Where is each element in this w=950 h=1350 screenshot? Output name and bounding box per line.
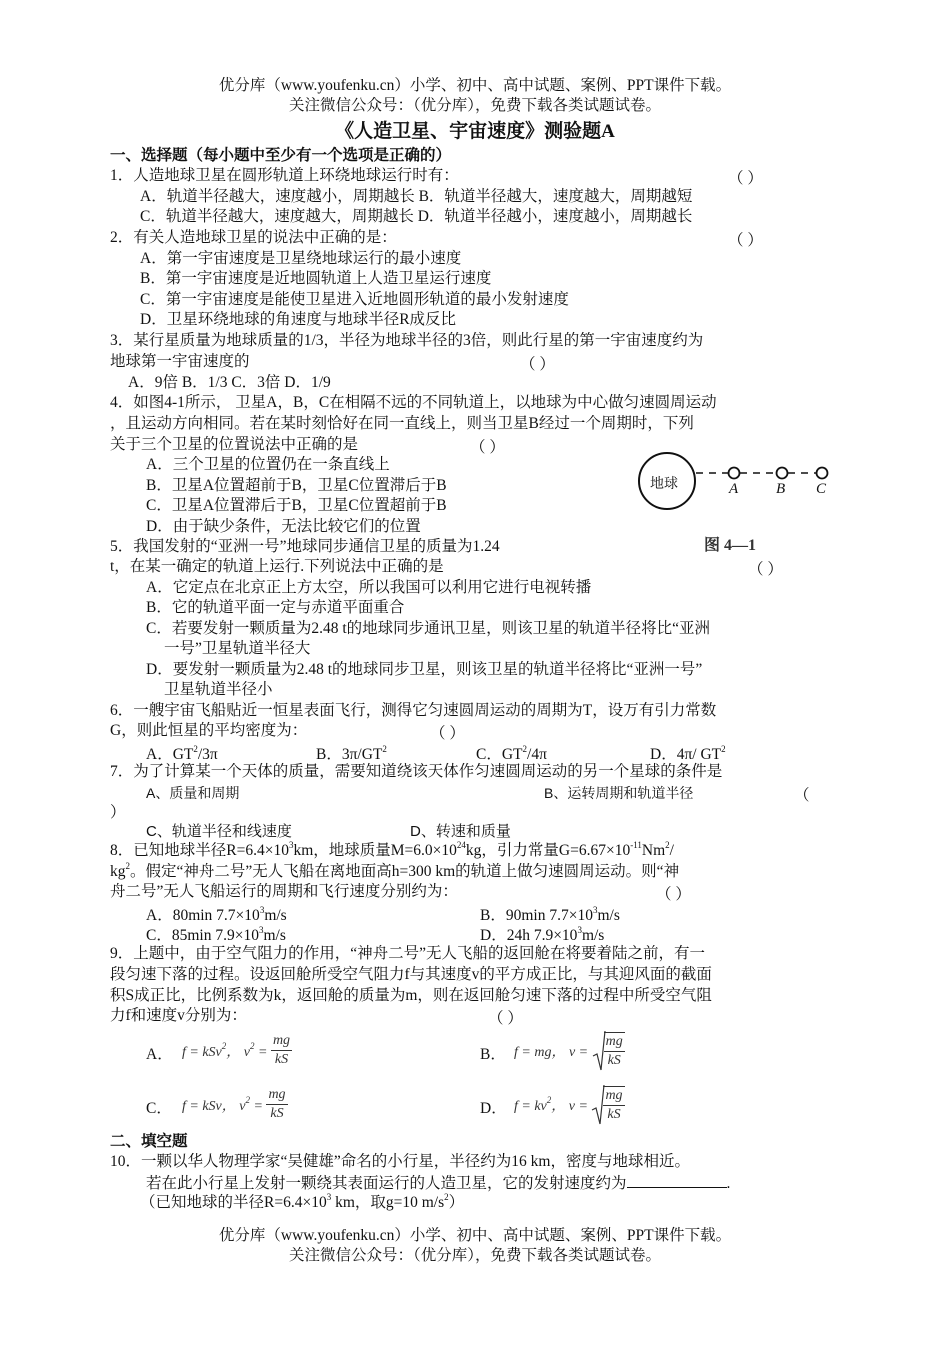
section-fill-heading: 二、填空题 — [110, 1133, 188, 1150]
q5-line-1: 5．我国发射的“亚洲一号”地球同步通信卫星的质量为1.24 — [110, 538, 500, 555]
q7-paren-close: ） — [110, 804, 126, 821]
q10-answer-blank[interactable] — [627, 1173, 727, 1188]
q4-line-3: 关于三个卫星的位置说法中正确的是 — [110, 436, 359, 453]
satellite-c-label: C — [816, 481, 827, 497]
q3-options: A．9倍 B．1/3 C．3倍 D．1/9 — [128, 374, 331, 391]
q1-options-cd: C．轨道半径越大，速度越大，周期越长 D．轨道半径越小，速度越小，周期越长 — [140, 208, 693, 225]
q9-line-3: 积S成正比，比例系数为k，返回舱的质量为m，则在返回舱匀速下落的过程中所受空气阻 — [110, 987, 712, 1004]
footer-line-1: 优分库（www.youfenku.cn）小学、初中、高中试题、案例、PPT课件下载。 — [218, 1227, 732, 1244]
q2-option-d: D．卫星环绕地球的角速度与地球半径R成反比 — [140, 311, 457, 328]
header-line-1: 优分库（www.youfenku.cn）小学、初中、高中试题、案例、PPT课件下载。 — [218, 77, 732, 94]
q2-option-c: C．第一宇宙速度是能使卫星进入近地圆形轨道的最小发射速度 — [140, 291, 569, 308]
q5-option-c-line-1: C．若要发射一颗质量为2.48 t的地球同步通讯卫星，则该卫星的轨道半径将比“亚洲 — [146, 620, 711, 637]
q9-option-a-label: A． — [146, 1046, 173, 1063]
q8-option-d: D．24h $7.9\times 10^3m/s$ — [480, 925, 605, 944]
q7-paren-open: （ — [794, 787, 810, 804]
q9-line-2: 段匀速下落的过程。设返回舱所受空气阻力f与其速度v的平方成正比，与其迎风面的截面 — [110, 966, 712, 983]
q2-answer-paren: （ ） — [728, 232, 763, 249]
q9-option-a-formula: f = kSv$^2$， $v^2$ = $\frac{mg}{kS}$ — [182, 1033, 291, 1067]
q5-line-2: t，在某一确定的轨道上运行.下列说法中正确的是 — [110, 558, 444, 575]
q9-option-d-label: D． — [480, 1100, 507, 1117]
q4-option-b: B．卫星A位置超前于B，卫星C位置滞后于B — [146, 477, 447, 494]
q6-option-c: C．$GT^2/4\pi$ — [476, 744, 547, 763]
q5-option-d-line-2: 卫星轨道半径小 — [164, 681, 273, 698]
q4-answer-paren: （ ） — [470, 439, 505, 456]
q9-answer-paren: （ ） — [488, 1010, 523, 1027]
q7-option-c: C、轨道半径和线速度 — [146, 823, 292, 840]
page-title: 《人造卫星、宇宙速度》测验题A — [335, 121, 615, 142]
q4-line-1: 4．如图4-1所示， 卫星A，B，C在相隔不远的不同轨道上，以地球为中心做匀速圆周运动 — [110, 394, 717, 411]
q9-line-1: 9．上题中，由于空气阻力的作用，“神舟二号”无人飞船的返回舱在将要着陆之前，有一 — [110, 945, 706, 962]
q9-option-b-formula: f = mg， v = $\frac{mg}{kS}$ — [514, 1030, 625, 1072]
q5-option-d-line-1: D．要发射一颗质量为2.48 t的地球同步卫星，则该卫星的轨道半径将比“亚洲一号” — [146, 661, 703, 678]
q8-line-1: 8．已知地球半径$R=6.4\times 10^3km$，地球质量$M=6.0\times 10^{24}kg$，引力常量$G=6.67\times 10^{-11}Nm^2/$ — [110, 840, 674, 859]
satellite-a-label: A — [729, 481, 739, 497]
earth-label: 地球 — [650, 477, 678, 492]
q3-answer-paren: （ ） — [520, 356, 555, 373]
q4-option-a: A．三个卫星的位置仍在一条直线上 — [146, 456, 390, 473]
q3-line-2: 地球第一宇宙速度的 — [110, 353, 250, 370]
q8-line-3: 舟二号”无人飞船运行的周期和飞行速度分别约为： — [110, 883, 458, 900]
q9-option-c-label: C． — [146, 1100, 172, 1117]
q2-stem: 2．有关人造地球卫星的说法中正确的是： — [110, 229, 397, 246]
q10-line-1: 10．一颗以华人物理学家“吴健雄”命名的小行星，半径约为16 km，密度与地球相近。 — [110, 1153, 690, 1170]
q6-line-1: 6．一艘宇宙飞船贴近一恒星表面飞行，测得它匀速圆周运动的周期为T，设万有引力常数 — [110, 702, 717, 719]
q8-option-a: A．80min $7.7\times 10^3m/s$ — [146, 905, 287, 924]
q2-option-a: A．第一宇宙速度是卫星绕地球运行的最小速度 — [140, 250, 462, 267]
q7-option-a: A、质量和周期 — [146, 785, 240, 801]
q5-option-b: B．它的轨道平面一定与赤道平面重合 — [146, 599, 405, 616]
q9-option-b-label: B． — [480, 1046, 506, 1063]
q2-option-b: B．第一宇宙速度是近地圆轨道上人造卫星运行速度 — [140, 270, 492, 287]
q7-line-1: 7．为了计算某一个天体的质量，需要知道绕该天体作匀速圆周运动的另一个星球的条件是 — [110, 763, 723, 780]
q6-line-2: G，则此恒星的平均密度为： — [110, 722, 308, 739]
footer-line-2: 关注微信公众号：（优分库），免费下载各类试题试卷。 — [288, 1247, 661, 1264]
q8-line-2: $kg^2$。假定“神舟二号”无人飞船在离地面高h=300 km的轨道上做匀速圆周运动。则“神 — [110, 861, 680, 880]
q8-answer-paren: （ ） — [656, 886, 691, 903]
q5-option-c-line-2: 一号”卫星轨道半径大 — [164, 640, 311, 657]
q7-option-d: D、转速和质量 — [410, 823, 511, 840]
q5-option-a: A．它定点在北京正上方太空，所以我国可以利用它进行电视转播 — [146, 579, 592, 596]
q6-option-d: D．4π/ $GT^2$ — [650, 744, 726, 763]
header-line-2: 关注微信公众号：（优分库），免费下载各类试题试卷。 — [288, 97, 661, 114]
q4-option-d: D．由于缺少条件，无法比较它们的位置 — [146, 518, 421, 535]
section-choice-heading: 一、选择题（每小题中至少有一个选项是正确的） — [110, 147, 452, 164]
q9-option-c-formula: f = kSv， $v^2$ = $\frac{mg}{kS}$ — [182, 1087, 286, 1121]
q1-stem: 1．人造地球卫星在圆形轨道上环绕地球运行时有： — [110, 167, 459, 184]
q7-option-b: B、运转周期和轨道半径 — [544, 785, 694, 801]
q9-option-d-formula: $f = kv^2$， v = $\frac{mg}{kS}$ — [514, 1084, 625, 1126]
q1-options-ab: A．轨道半径越大，速度越小，周期越长 B．轨道半径越大，速度越大，周期越短 — [140, 188, 693, 205]
q1-answer-paren: （ ） — [728, 170, 763, 187]
q8-option-c: C．85min $7.9\times 10^3m/s$ — [146, 925, 286, 944]
q8-option-b: B．90min $7.7\times 10^3m/s$ — [480, 905, 620, 924]
satellite-b-label: B — [776, 481, 786, 497]
q9-line-4: 力f和速度v分别为： — [110, 1007, 247, 1024]
figure-caption: 图 4—1 — [704, 537, 757, 554]
q3-line-1: 3．某行星质量为地球质量的1/3，半径为地球半径的3倍，则此行星的第一宇宙速度约为 — [110, 332, 704, 349]
q4-line-2: ，且运动方向相同。若在某时刻恰好在同一直线上，则当卫星B经过一个周期时，下列 — [110, 415, 694, 432]
q6-answer-paren: （ ） — [430, 725, 465, 742]
q6-option-a: A．$GT^2/3\pi$ — [146, 744, 218, 763]
q4-option-c: C．卫星A位置滞后于B，卫星C位置超前于B — [146, 497, 447, 514]
q6-option-b: B．$3\pi/GT^2$ — [316, 744, 387, 763]
q10-line-2: 若在此小行星上发射一颗绕其表面运行的人造卫星，它的发射速度约为 . — [146, 1175, 731, 1192]
q5-answer-paren: （ ） — [748, 561, 783, 578]
q10-line-3: （已知地球的半径$R=6.4\times 10^3$ km，取g=10 $m/s^2$） — [140, 1192, 465, 1211]
satellite-a — [729, 468, 740, 479]
satellite-b — [777, 468, 788, 479]
satellite-c — [817, 468, 828, 479]
